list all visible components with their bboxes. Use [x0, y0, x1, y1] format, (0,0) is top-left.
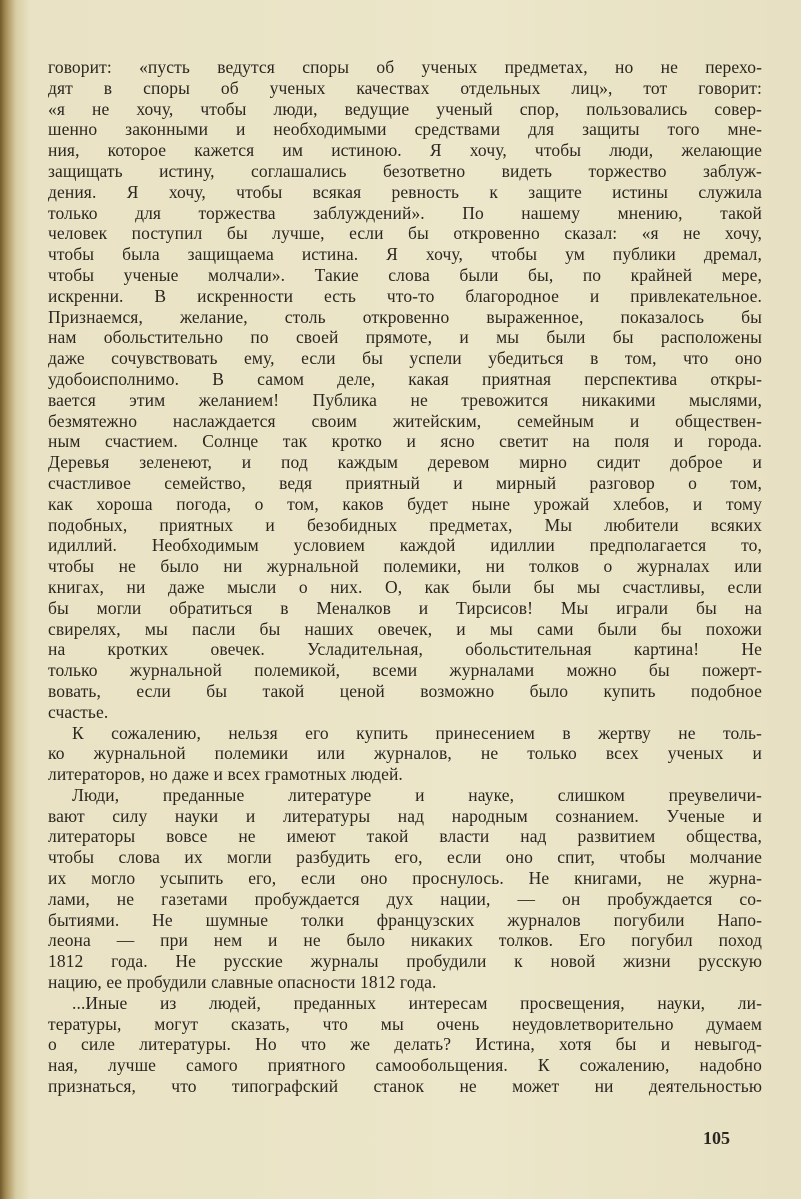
- text-line: чтобы слова их могли разбудить его, если оно спит, чтобы молчание: [48, 847, 762, 868]
- text-line: безмятежно наслаждается своим житейским, семейным и обществен-: [48, 410, 762, 431]
- text-line: литераторов, но даже и всех грамотных людей.: [48, 764, 403, 785]
- text-line: признаться, что типографский станок не может ни деятельностью: [48, 1076, 762, 1097]
- text-line: «я не хочу, чтобы люди, ведущие ученый спор, пользовались совер-: [48, 98, 762, 119]
- text-line: бы могли обратиться в Меналков и Тирсисов! Мы играли бы на: [48, 597, 762, 618]
- text-line: защищать истину, соглашались безответно видеть торжество заблуж-: [48, 160, 762, 181]
- text-line: ния, которое кажется им истиною. Я хочу, чтобы люди, желающие: [48, 140, 762, 161]
- text-line: ...Иные из людей, преданных интересам просвещения, науки, ли-: [72, 992, 762, 1013]
- text-line: на кротких овечек. Усладительная, обольстительная картина! Не: [48, 639, 762, 660]
- text-line: литераторы вовсе не имеют такой власти над развитием общества,: [48, 826, 762, 847]
- text-line: дят в споры об ученых качествах отдельных лиц», тот говорит:: [48, 77, 762, 98]
- text-line: тературы, могут сказать, что мы очень неудовлетворительно думаем: [48, 1013, 762, 1034]
- body-text: [48, 57, 762, 1097]
- text-line: вовать, если бы такой ценой возможно было купить подобное: [48, 680, 762, 701]
- text-line: чтобы ученые молчали». Такие слова были бы, по крайней мере,: [48, 264, 762, 285]
- text-line: бытиями. Не шумные толки французских журналов погубили Напо-: [48, 909, 762, 930]
- text-line: чтобы была защищаема истина. Я хочу, чтобы ум публики дремал,: [48, 244, 762, 265]
- text-line: ная, лучше самого приятного самообольщения. К сожалению, надобно: [48, 1055, 762, 1076]
- text-line: только для торжества заблуждений». По нашему мнению, такой: [48, 202, 762, 223]
- text-line: дения. Я хочу, чтобы всякая ревность к защите истины служила: [48, 181, 762, 202]
- text-line: ко журнальной полемики или журналов, не только всех ученых и: [48, 743, 762, 764]
- text-line: К сожалению, нельзя его купить принесением в жертву не толь-: [72, 722, 762, 743]
- text-line: счастье.: [48, 701, 109, 722]
- page-number: 105: [703, 1128, 730, 1148]
- text-line: леона — при нем и не было никаких толков. Его погубил поход: [48, 930, 762, 951]
- text-line: 1812 года. Не русские журналы пробудили к новой жизни русскую: [48, 951, 762, 972]
- text-line: о силе литературы. Но что же делать? Истина, хотя бы и невыгод-: [48, 1034, 762, 1055]
- text-line: искренни. В искренности есть что-то благородное и привлекательное.: [48, 285, 762, 306]
- text-line: вают силу науки и литературы над народным сознанием. Ученые и: [48, 805, 762, 826]
- text-line: лами, не газетами пробуждается дух нации, — он пробуждается со-: [48, 888, 762, 909]
- text-line: счастливое семейство, ведя приятный и мирный разговор о том,: [48, 472, 762, 493]
- text-line: человек поступил бы лучше, если бы откровенно сказал: «я не хочу,: [48, 223, 762, 244]
- text-line: как хороша погода, о том, каков будет ныне урожай хлебов, и тому: [48, 493, 762, 514]
- text-line: подобных, приятных и безобидных предметах, Мы любители всяких: [48, 514, 762, 535]
- text-line: удобоисполнимо. В самом деле, какая приятная перспектива откры-: [48, 368, 762, 389]
- text-line: шенно законными и необходимыми средствами для защиты того мне-: [48, 119, 762, 140]
- text-line: говорит: «пусть ведутся споры об ученых предметах, но не перехо-: [48, 57, 762, 77]
- text-line: нам обольстительно по своей прямоте, и мы были бы расположены: [48, 327, 762, 348]
- text-line: даже сочувствовать ему, если бы успели убедиться в том, что оно: [48, 348, 762, 369]
- text-line: книгах, ни даже мысли о них. О, как были бы мы счастливы, если: [48, 576, 762, 597]
- text-line: Признаемся, желание, столь откровенно выраженное, показалось бы: [48, 306, 762, 327]
- text-line: нацию, ее пробудили славные опасности 1812 года.: [48, 972, 437, 993]
- text-line: только журнальной полемикой, всеми журналами можно бы пожерт-: [48, 660, 762, 681]
- text-line: их могло усыпить его, если оно проснулось. Не книгами, не журна-: [48, 868, 762, 889]
- text-line: чтобы не было ни журнальной полемики, ни толков о журналах или: [48, 556, 762, 577]
- text-line: свирелях, мы пасли бы наших овечек, и мы сами были бы похожи: [48, 618, 762, 639]
- text-line: Люди, преданные литературе и науке, слишком преувеличи-: [72, 784, 762, 805]
- text-line: вается этим желанием! Публика не тревожится никакими мыслями,: [48, 389, 762, 410]
- text-line: Деревья зеленеют, и под каждым деревом мирно сидит доброе и: [48, 452, 762, 473]
- text-line: идиллий. Необходимым условием каждой идиллии предполагается то,: [48, 535, 762, 556]
- text-line: ным счастием. Солнце так кротко и ясно светит на поля и города.: [48, 431, 762, 452]
